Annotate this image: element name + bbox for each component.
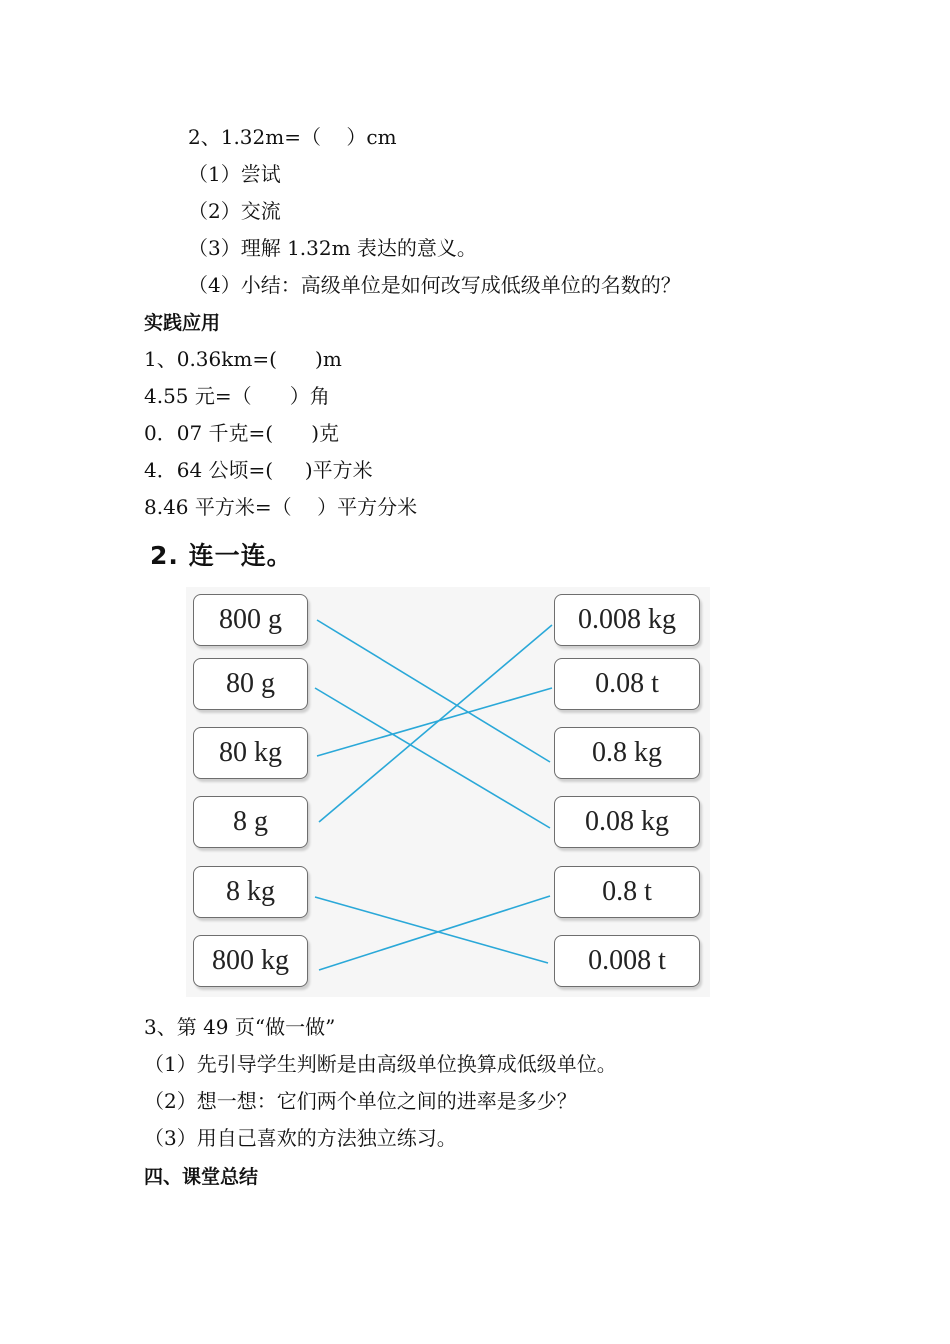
matching-title: 2. 连一连。 xyxy=(150,541,293,570)
left-box-8g[interactable]: 8 g xyxy=(193,796,308,848)
right-box-0.08t[interactable]: 0.08 t xyxy=(554,658,700,710)
left-box-800kg[interactable]: 800 kg xyxy=(193,935,308,987)
left-box-8kg[interactable]: 8 kg xyxy=(193,866,308,918)
practice-question: 8.46 平方米=（ ）平方分米 xyxy=(144,495,418,519)
left-box-80kg[interactable]: 80 kg xyxy=(193,727,308,779)
exercise-step: （2）想一想：它们两个单位之间的进率是多少？ xyxy=(144,1089,577,1113)
link-8g-to-0.008kg xyxy=(319,625,552,822)
link-80kg-to-0.08t xyxy=(317,688,552,756)
process-step: （4）小结：高级单位是如何改写成低级单位的名数的？ xyxy=(188,273,681,297)
right-box-0.8kg[interactable]: 0.8 kg xyxy=(554,727,700,779)
link-800kg-to-0.8t xyxy=(319,896,550,970)
practice-question: 4．64 公顷=( )平方米 xyxy=(144,458,373,482)
exercise-title: 3、第 49 页“做一做” xyxy=(144,1015,336,1039)
link-8kg-to-0.008t xyxy=(315,897,548,963)
matching-figure xyxy=(186,587,710,997)
practice-question: 0．07 千克=( )克 xyxy=(144,421,340,445)
exercise-step: （3）用自己喜欢的方法独立练习。 xyxy=(144,1126,457,1150)
process-step: （2）交流 xyxy=(188,199,281,223)
practice-question: 4.55 元=（ ）角 xyxy=(144,384,330,408)
right-box-0.008t[interactable]: 0.008 t xyxy=(554,935,700,987)
practice-question: 1、0.36km=( )m xyxy=(144,347,342,371)
process-item-title: 2、1.32m=（ ）cm xyxy=(188,125,397,149)
link-80g-to-0.08kg xyxy=(315,688,550,828)
right-box-0.8t[interactable]: 0.8 t xyxy=(554,866,700,918)
left-box-800g[interactable]: 800 g xyxy=(193,594,308,646)
right-box-0.008kg[interactable]: 0.008 kg xyxy=(554,594,700,646)
right-box-0.08kg[interactable]: 0.08 kg xyxy=(554,796,700,848)
summary-heading: 四、课堂总结 xyxy=(144,1166,259,1188)
process-step: （3）理解 1.32m 表达的意义。 xyxy=(188,236,477,260)
process-step: （1）尝试 xyxy=(188,162,281,186)
link-800g-to-0.8kg xyxy=(317,620,550,762)
exercise-step: （1）先引导学生判断是由高级单位换算成低级单位。 xyxy=(144,1052,617,1076)
practice-heading: 实践应用 xyxy=(144,312,221,334)
left-box-80g[interactable]: 80 g xyxy=(193,658,308,710)
